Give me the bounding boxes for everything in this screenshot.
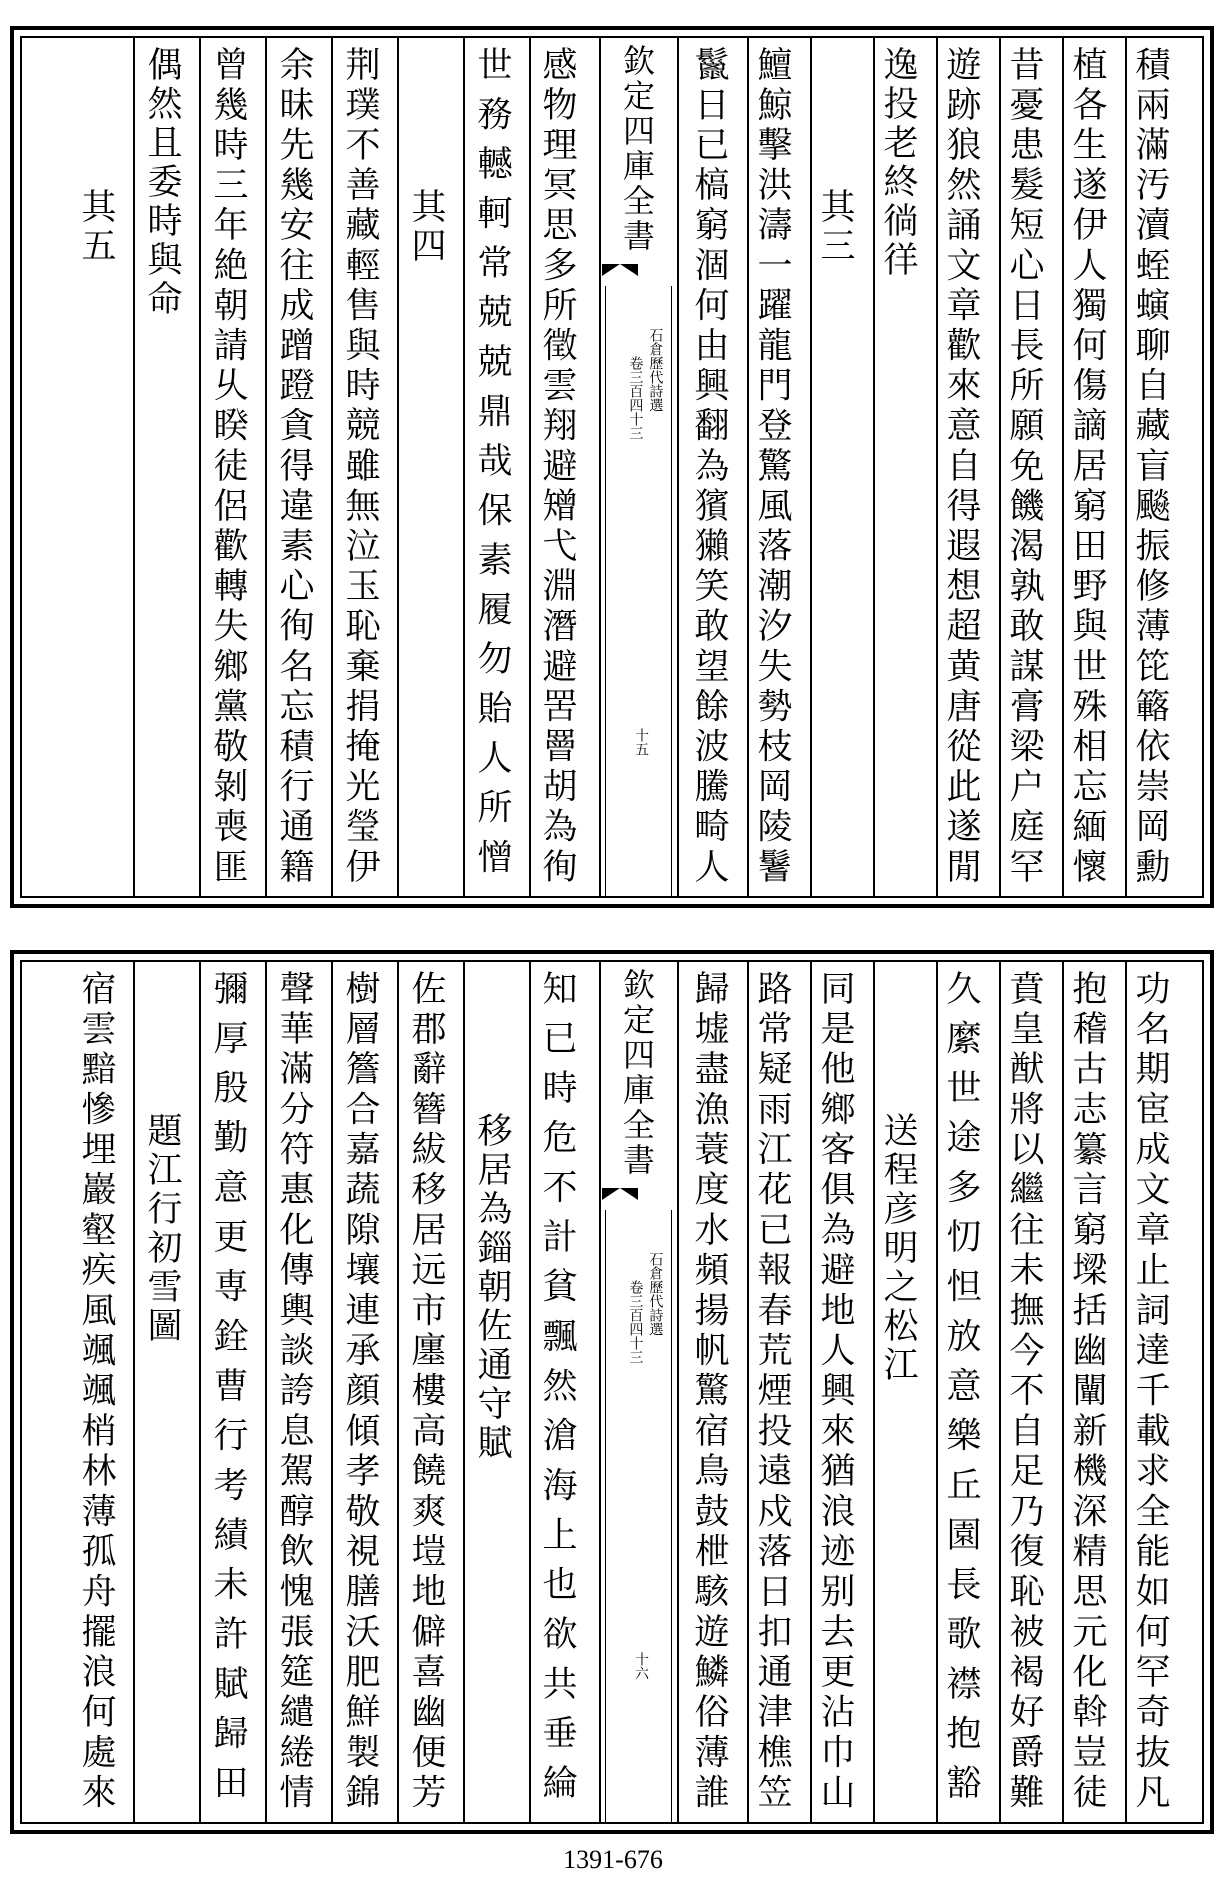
- text-column: 抱稽古志纂言窮墚括幽闡新機深精思元化斡豈徒: [1067, 970, 1107, 1814]
- text-column: 世務轗軻常兢兢鼎哉保素履勿貽人所憎: [472, 46, 512, 889]
- column-rule: [671, 1210, 672, 1822]
- poem-heading: 其三: [815, 188, 855, 266]
- text-column: 知已時危不計貧飄然滄海上也欲共垂綸: [537, 970, 577, 1815]
- text-column: 佐郡辭簪紱移居远市廛樓高饒爽塏地僻喜幽便芳: [406, 970, 446, 1814]
- text-column: 荆璞不善藏輕售與時競雖無泣玉恥棄捐掩光瑩伊: [340, 46, 380, 889]
- text-column: 賁皇猷將以繼往未撫今不自足乃復恥被褐好爵難: [1004, 970, 1044, 1814]
- column-rule: [747, 962, 749, 1822]
- column-rule: [873, 962, 875, 1822]
- poem-heading: 其五: [76, 188, 116, 266]
- page-bottom: [10, 950, 1214, 1834]
- page-frame: [20, 36, 1204, 898]
- poem-heading: 送程彦明之松江: [878, 1112, 918, 1385]
- text-column: 彌厚殷勤意更専銓曹行考績未許賦歸田: [208, 970, 248, 1815]
- column-rule: [810, 962, 812, 1822]
- text-column: 積兩滿汚瀆蛭螾聊自藏盲飈振修薄笓簵依崇岡勳: [1130, 46, 1170, 889]
- column-rule: [397, 962, 399, 1822]
- column-rule: [999, 962, 1001, 1822]
- text-column: 久縻世途多忉怛放意樂丘園長歌襟抱豁: [941, 970, 981, 1815]
- column-rule: [677, 38, 679, 896]
- column-rule: [199, 38, 201, 896]
- text-column: 偶然且委時與命: [142, 46, 182, 319]
- gutter-page-number: 十六: [633, 1652, 649, 1680]
- text-column: 樹層簷合嘉蔬隙壤連承顔傾孝敬視膳沃肥鮮製錦: [340, 970, 380, 1814]
- text-column: 感物理冥思多所徵雲翔避矰弋淵潛避罟罾胡為徇: [537, 46, 577, 889]
- column-rule: [199, 962, 201, 1822]
- column-rule: [463, 962, 465, 1822]
- column-rule: [1062, 38, 1064, 896]
- page-top: [10, 26, 1214, 908]
- fishtail-mark: [602, 1188, 638, 1200]
- text-column: 余昧先幾安往成蹭蹬貪得違素心徇名忘積行通籍: [274, 46, 314, 889]
- column-rule: [265, 962, 267, 1822]
- fishtail-mark: [602, 264, 638, 276]
- column-rule: [999, 38, 1001, 896]
- gutter-source: 石倉歷代詩選: [647, 1252, 664, 1336]
- page-gutter: [599, 962, 677, 1822]
- column-rule: [873, 38, 875, 896]
- text-column: 聲華滿分符惠化傳輿談誇息駕醇飲愧張筵繾綣情: [274, 970, 314, 1814]
- text-column: 同是他鄉客俱為避地人興來猶浪迹别去更沾巾山: [815, 970, 855, 1814]
- column-rule: [599, 38, 601, 896]
- text-column: 路常疑雨江花已報春荒煙投遠戍落日扣通津樵笠: [752, 970, 792, 1814]
- column-rule: [265, 38, 267, 896]
- column-rule: [331, 962, 333, 1822]
- column-rule: [397, 38, 399, 896]
- poem-heading: 其四: [406, 188, 446, 266]
- text-column: 昔憂患髮短心日長所願免饑渴孰敢謀膏梁户庭罕: [1004, 46, 1044, 889]
- text-column: 曾幾時三年絶朝請乆睽徒侶歡轉失鄉黨敬剝喪匪: [208, 46, 248, 889]
- column-rule: [677, 962, 679, 1822]
- column-rule: [529, 962, 531, 1822]
- column-rule: [936, 38, 938, 896]
- text-column: 歸墟盡漁蓑度水頻揚帆驚宿鳥鼓枻駭遊鱗俗薄誰: [689, 970, 729, 1814]
- column-rule: [605, 286, 606, 896]
- column-rule: [810, 38, 812, 896]
- text-column: 逸投老終徜徉: [878, 46, 918, 280]
- column-rule: [936, 962, 938, 1822]
- gutter-title: 欽定四庫全書: [618, 968, 656, 1178]
- column-rule: [747, 38, 749, 896]
- column-rule: [133, 38, 135, 896]
- text-column: 功名期宦成文章止詞達千載求全能如何罕奇抜凡: [1130, 970, 1170, 1814]
- column-rule: [605, 1210, 606, 1822]
- gutter-title: 欽定四庫全書: [618, 44, 656, 254]
- column-rule: [1062, 962, 1064, 1822]
- gutter-juan: 卷三百四十三: [627, 356, 644, 440]
- gutter-page-number: 十五: [633, 728, 649, 756]
- poem-heading: 移居為錙朝佐通守賦: [472, 1112, 512, 1463]
- column-rule: [671, 286, 672, 896]
- column-rule: [133, 962, 135, 1822]
- text-column: 宿雲黯慘埋巖壑疾風颯颯梢林薄孤舟擺浪何處來: [76, 970, 116, 1814]
- text-column: 鬣日已槁窮涸何由興翻為獱獺笑敢望餘波騰畸人: [689, 46, 729, 889]
- gutter-source: 石倉歷代詩選: [647, 328, 664, 412]
- column-rule: [331, 38, 333, 896]
- gutter-juan: 卷三百四十三: [627, 1280, 644, 1364]
- page-gutter: [599, 38, 677, 896]
- column-rule: [529, 38, 531, 896]
- text-column: 遊跡狼然誦文章歡來意自得遐想超黄唐從此遂閒: [941, 46, 981, 889]
- text-column: 植各生遂伊人獨何傷謫居窮田野與世殊相忘緬懷: [1067, 46, 1107, 889]
- poem-heading: 題江行初雪圖: [142, 1112, 182, 1346]
- column-rule: [463, 38, 465, 896]
- column-rule: [599, 962, 601, 1822]
- column-rule: [1125, 962, 1127, 1822]
- text-column: 鱣鯨擊洪濤一躍龍門登驚風落潮汐失勢枝岡陵鬐: [752, 46, 792, 889]
- page-frame: [20, 960, 1204, 1824]
- column-rule: [1125, 38, 1127, 896]
- page-footer-number: 1391-676: [563, 1845, 663, 1874]
